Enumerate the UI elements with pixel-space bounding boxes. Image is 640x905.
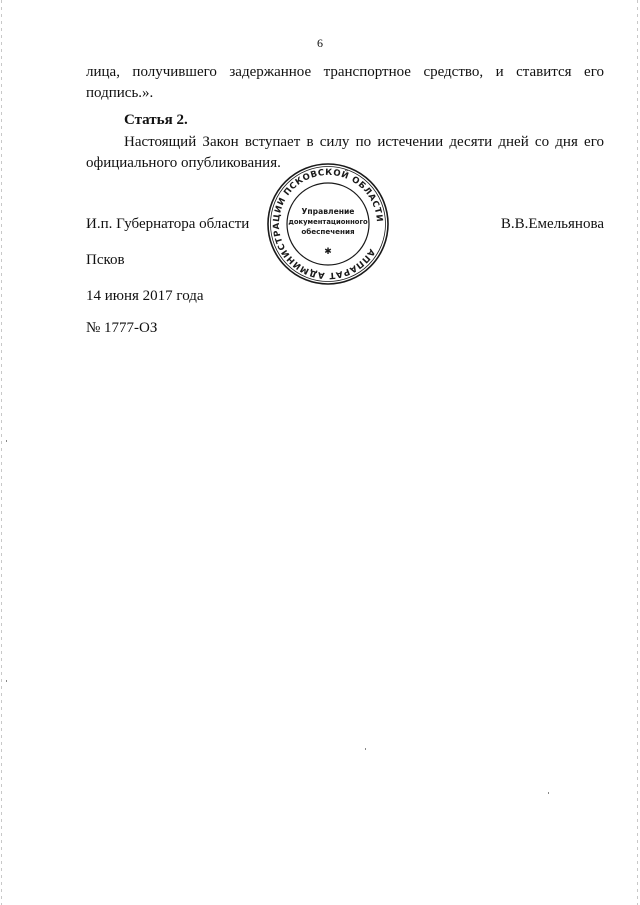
seal-ring-text: АППАРАТ АДМИНИСТРАЦИИ ПСКОВСКОЙ ОБЛАСТИ	[271, 167, 385, 281]
paragraph-line: Настоящий Закон вступает в силу по истечении десяти дней со дня его	[124, 134, 604, 150]
signatory-name: В.В.Емельянова	[500, 216, 604, 232]
scan-speck	[365, 748, 366, 750]
paragraph-continuation	[86, 62, 604, 104]
scan-speck	[548, 792, 549, 794]
official-seal-icon	[266, 162, 390, 286]
seal-center-line: Управление	[301, 207, 355, 216]
signatory-title: И.п. Губернатора области	[86, 216, 250, 232]
seal-center-line: документационного	[288, 218, 368, 226]
page-number: 6	[317, 36, 323, 50]
paragraph-line: официального опубликования.	[86, 155, 281, 171]
article-heading: Статья 2.	[124, 112, 188, 128]
scan-edge-left	[1, 0, 2, 905]
date: 14 июня 2017 года	[86, 288, 204, 304]
city: Псков	[86, 252, 125, 268]
scan-speck	[6, 680, 7, 682]
paragraph-line: лица, получившего задержанное транспортное средство, и ставится его	[86, 64, 604, 80]
scan-edge-right	[637, 0, 638, 905]
seal-center-line: обеспечения	[301, 227, 355, 236]
seal-star-icon: ✱	[324, 247, 332, 257]
scan-speck	[6, 440, 7, 442]
law-number: № 1777-ОЗ	[86, 320, 158, 336]
paragraph-line: подпись.».	[86, 85, 154, 101]
